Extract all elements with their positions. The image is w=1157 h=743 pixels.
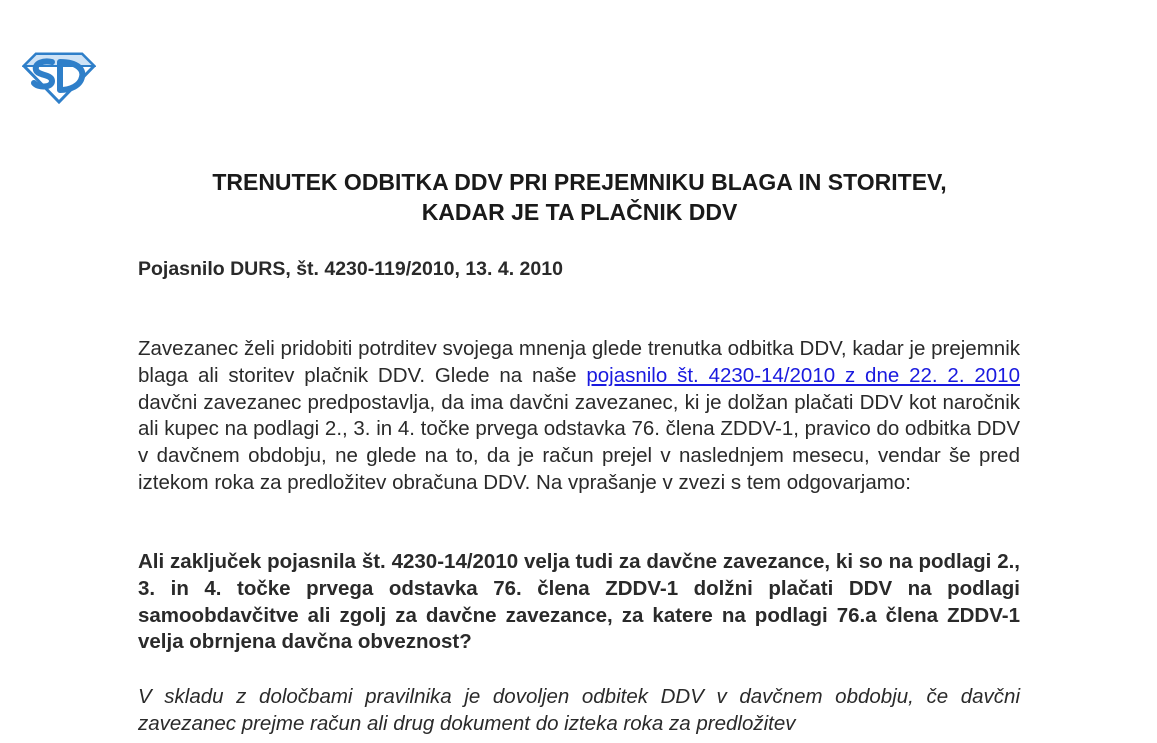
- company-logo-icon: [22, 50, 96, 104]
- paragraph-intro-text-before: Zavezanec želi pridobiti potrditev svojega mnenja glede trenutka odbitka DDV, kadar je prejemnik blaga ali storitev plačnik DDV. Glede na naše: [138, 337, 1020, 387]
- title-line-1: TRENUTEK ODBITKA DDV PRI PREJEMNIKU BLAGA IN STORITEV,: [212, 169, 947, 195]
- paragraph-intro-text-after: davčni zavezanec predpostavlja, da ima davčni zavezanec, ki je dolžan plačati DDV kot naročnik ali kupec na podlagi 2., 3. in 4. točke prvega odstavka 76. člena ZDDV-1, pravico do odbitka DDV v davčnem obdobju, ne glede na to, da je račun prejel v naslednjem mesecu, vendar še pred iztekom roka za predložitev obračuna DDV. Na vprašanje v zvezi s tem odgovarjamo:: [138, 390, 1021, 494]
- document-subtitle: Pojasnilo DURS, št. 4230-119/2010, 13. 4. 2010: [138, 258, 563, 280]
- document-title: [110, 167, 1049, 227]
- paragraph-intro: [138, 336, 1020, 497]
- paragraph-question: Ali zaključek pojasnila št. 4230-14/2010 velja tudi za davčne zavezance, ki so na podlagi 2., 3. in 4. točke prvega odstavka 76. člena ZDDV-1 dolžni plačati DDV na podlagi samoobdavčitve ali zgolj za davčne zavezance, za katere na podlagi 76.a člena ZDDV-1 velja obrnjena davčna obveznost?: [138, 550, 1020, 654]
- pojasnilo-link[interactable]: pojasnilo št. 4230-14/2010 z dne 22. 2. 2010: [586, 363, 1020, 387]
- title-line-2: KADAR JE TA PLAČNIK DDV: [421, 199, 738, 225]
- paragraph-answer: V skladu z določbami pravilnika je dovoljen odbitek DDV v davčnem obdobju, če davčni zavezanec prejme račun ali drug dokument do izteka roka za predložitev: [138, 685, 1020, 735]
